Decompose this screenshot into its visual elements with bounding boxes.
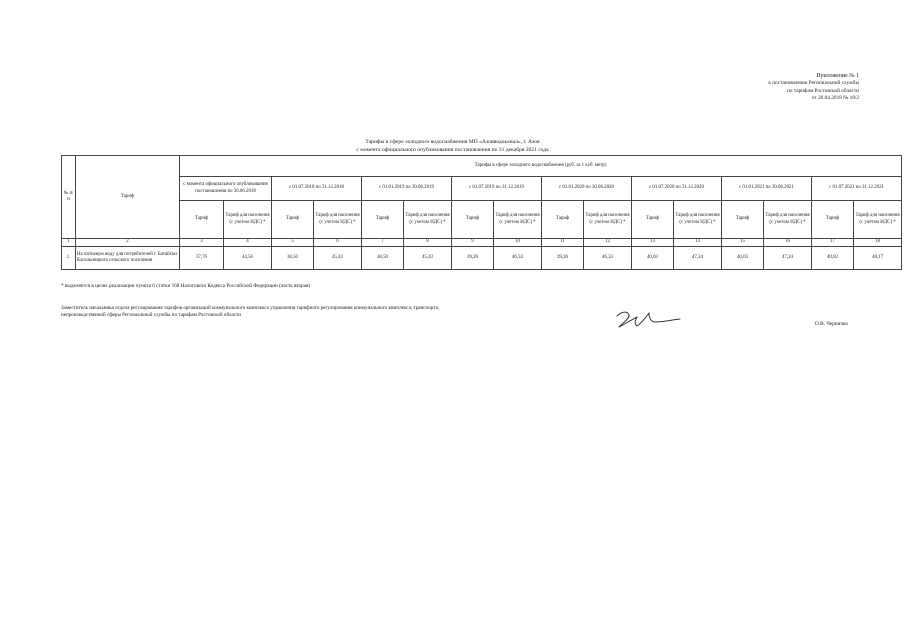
- column-number: 18: [854, 239, 902, 247]
- column-number: 5: [272, 239, 314, 247]
- header-group: Тарифы в сфере холодного водоснабжения (руб. за 1 куб. метр): [180, 156, 902, 177]
- appendix-line: от 20.04.2018 № 18/2: [811, 94, 859, 101]
- column-number: 7: [362, 239, 404, 247]
- appendix-block: [768, 73, 859, 102]
- column-number: 1: [62, 239, 76, 247]
- population-tariff-value: 45,43: [314, 247, 362, 270]
- subheader-tariff: Тариф: [812, 201, 854, 239]
- subheader-population: Тариф для населения (с учетом НДС) *: [584, 201, 632, 239]
- subheader-tariff: Тариф: [362, 201, 404, 239]
- title-line-2: с момента официального опубликования постановления по 31 декабря 2021 года: [356, 146, 549, 153]
- appendix-line: Приложение № 1: [816, 73, 859, 79]
- footnote: * выделяется в целях реализации пункта 6 статьи 168 Налогового Кодекса Российской Федерации (часть вторая): [61, 283, 311, 289]
- subheader-population: Тариф для населения (с учетом НДС) *: [224, 201, 272, 239]
- tariff-value: 39,26: [452, 247, 494, 270]
- column-number: 15: [722, 239, 764, 247]
- column-number: 14: [674, 239, 722, 247]
- table-row: [62, 247, 902, 270]
- subheader-tariff: Тариф: [542, 201, 584, 239]
- tariff-value: 40,03: [722, 247, 764, 270]
- row-tariff-name: На питьевую воду для потребителей г. Батайски Кагальницкого сельского поселения: [76, 247, 180, 270]
- period-header: с 01.07.2019 по 31.12.2019: [452, 177, 542, 201]
- column-number: 12: [584, 239, 632, 247]
- column-number: 3: [180, 239, 224, 247]
- period-header: с 01.01.2019 по 30.06.2019: [362, 177, 452, 201]
- subheader-population: Тариф для населения (с учетом НДС) *: [314, 201, 362, 239]
- header-number: № п/п: [62, 156, 76, 239]
- period-header: с 01.01.2021 по 30.06.2021: [722, 177, 812, 201]
- population-tariff-value: 47,24: [674, 247, 722, 270]
- document-title: [0, 139, 905, 154]
- header-tariff: Тариф: [76, 156, 180, 239]
- column-number: 10: [494, 239, 542, 247]
- period-header: с момента официального опубликования постановления по 30.06.2018: [180, 177, 272, 201]
- period-header: с 01.01.2020 по 30.06.2020: [542, 177, 632, 201]
- subheader-tariff: Тариф: [452, 201, 494, 239]
- subheader-population: Тариф для населения (с учетом НДС) *: [674, 201, 722, 239]
- signer-name: О.В. Черничко: [815, 321, 849, 327]
- appendix-line: к постановлению Региональной службы: [768, 80, 859, 87]
- tariff-value: 37,76: [180, 247, 224, 270]
- period-header: с 01.07.2021 по 31.12.2021: [812, 177, 902, 201]
- row-number: 1.: [62, 247, 76, 270]
- column-number: 6: [314, 239, 362, 247]
- column-number: 8: [404, 239, 452, 247]
- population-tariff-value: 47,24: [764, 247, 812, 270]
- population-tariff-value: 45,43: [404, 247, 452, 270]
- column-number: 4: [224, 239, 272, 247]
- population-tariff-value: 48,17: [854, 247, 902, 270]
- tariff-value: 38,50: [362, 247, 404, 270]
- population-tariff-value: 46,33: [584, 247, 632, 270]
- subheader-population: Тариф для населения (с учетом НДС) *: [764, 201, 812, 239]
- subheader-tariff: Тариф: [180, 201, 224, 239]
- column-number: 16: [764, 239, 812, 247]
- signer-position-line-1: Заместитель начальника отдела регулирования тарифов организаций коммунального комплекса управления тарифного регулирования коммунального комплекса, транспорта,: [61, 305, 440, 311]
- column-number: 2: [76, 239, 180, 247]
- tariff-value: 38,50: [272, 247, 314, 270]
- column-number: 13: [632, 239, 674, 247]
- signer-position: [61, 305, 439, 319]
- tariff-table: [61, 155, 902, 270]
- period-header: с 01.07.2020 по 31.12.2020: [632, 177, 722, 201]
- subheader-tariff: Тариф: [722, 201, 764, 239]
- subheader-population: Тариф для населения (с учетом НДС) *: [404, 201, 452, 239]
- period-header: с 01.07.2018 по 31.12.2018: [272, 177, 362, 201]
- subheader-tariff: Тариф: [272, 201, 314, 239]
- tariff-value: 39,26: [542, 247, 584, 270]
- population-tariff-value: 46,33: [494, 247, 542, 270]
- handwritten-signature: [613, 308, 683, 335]
- signer-position-line-2: непроизводственной сферы Региональной службы по тарифам Ростовской области: [61, 312, 241, 318]
- title-line-1: Тарифы в сфере холодного водоснабжения МП «Азовводоканал», г. Азов: [365, 139, 540, 145]
- column-number: 9: [452, 239, 494, 247]
- subheader-population: Тариф для населения (с учетом НДС) *: [854, 201, 902, 239]
- subheader-population: Тариф для населения (с учетом НДС) *: [494, 201, 542, 239]
- tariff-value: 40,03: [632, 247, 674, 270]
- appendix-line: по тарифам Ростовской области: [787, 87, 859, 94]
- subheader-tariff: Тариф: [632, 201, 674, 239]
- population-tariff-value: 44,56: [224, 247, 272, 270]
- tariff-value: 40,82: [812, 247, 854, 270]
- column-number: 11: [542, 239, 584, 247]
- column-number: 17: [812, 239, 854, 247]
